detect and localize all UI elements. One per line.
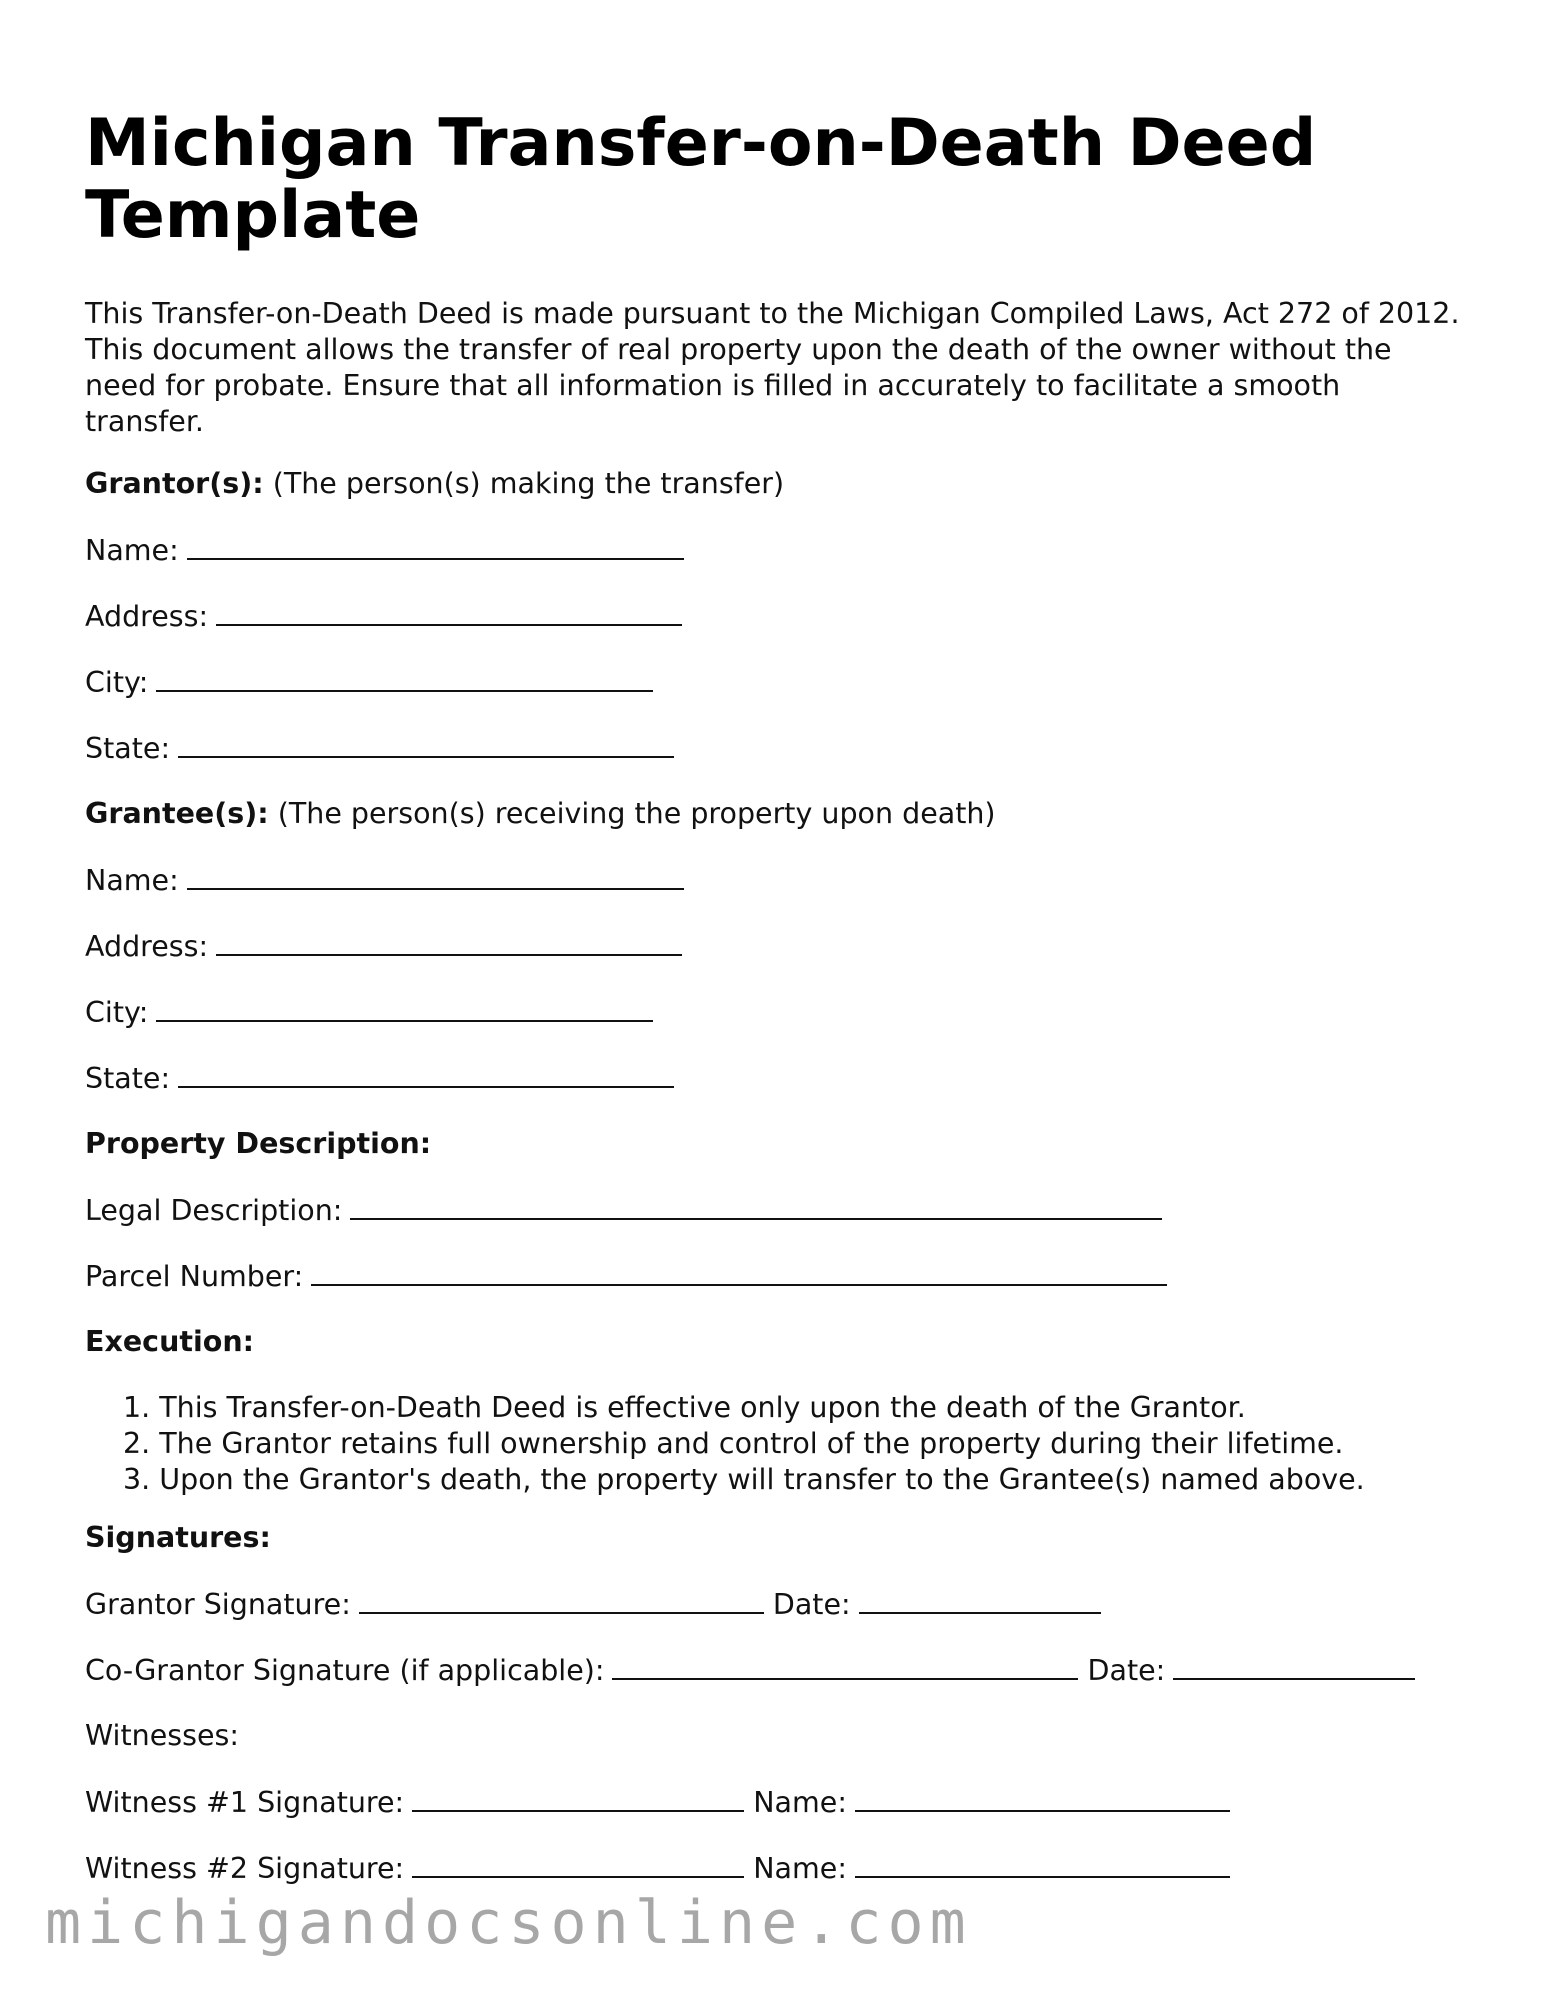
grantor-signature-row [85,1586,1101,1623]
grantor-name-label: Name: [85,534,179,567]
witness2-name-label: Name: [753,1852,847,1885]
execution-list [85,1390,1365,1498]
grantor-name-field[interactable] [85,532,684,569]
grantee-state-label: State: [85,1062,171,1095]
execution-heading-line [85,1324,254,1360]
watermark-text: michigandocsonline.com [45,1888,972,1958]
grantor-name-blank[interactable] [187,532,684,560]
grantee-heading: Grantee(s): [85,797,269,830]
execution-item: 1. This Transfer-on-Death Deed is effective only upon the death of the Grantor. [123,1391,1246,1424]
legal-description-blank[interactable] [350,1192,1162,1220]
witness1-signature-blank[interactable] [412,1784,744,1812]
cograntor-date-blank[interactable] [1173,1652,1415,1680]
legal-description-label: Legal Description: [85,1194,343,1227]
grantor-date-blank[interactable] [859,1586,1101,1614]
grantor-note: (The person(s) making the transfer) [272,467,785,500]
grantee-name-label: Name: [85,864,179,897]
witness1-name-label: Name: [753,1786,847,1819]
intro-paragraph: This Transfer-on-Death Deed is made pursuant to the Michigan Compiled Laws, Act 272 of 2012. This document allows the transfer of real property upon the death of the owner without the need for probate. Ensure that all information is filled in accurately to facilitate a smooth transfer. [85,297,1460,438]
grantor-state-label: State: [85,732,171,765]
grantee-address-field[interactable] [85,928,682,965]
witnesses-label-line [85,1718,239,1754]
witness1-signature-label: Witness #1 Signature: [85,1786,405,1819]
grantor-signature-label: Grantor Signature: [85,1588,351,1621]
grantor-state-blank[interactable] [178,730,674,758]
cograntor-date-label: Date: [1087,1654,1166,1687]
grantor-city-label: City: [85,666,149,699]
witness1-name-blank[interactable] [855,1784,1230,1812]
parcel-number-label: Parcel Number: [85,1260,304,1293]
grantee-city-blank[interactable] [156,994,653,1022]
grantor-heading-line [85,466,784,502]
page-title: Michigan Transfer-on-Death Deed Template [85,106,1317,253]
witness2-signature-label: Witness #2 Signature: [85,1852,405,1885]
grantor-heading: Grantor(s): [85,467,264,500]
grantee-note: (The person(s) receiving the property upon death) [277,797,996,830]
grantee-city-label: City: [85,996,149,1029]
property-heading: Property Description: [85,1127,432,1160]
grantor-city-blank[interactable] [156,664,653,692]
grantor-address-label: Address: [85,600,209,633]
signatures-heading-line [85,1520,271,1556]
cograntor-signature-row [85,1652,1415,1689]
grantee-address-label: Address: [85,930,209,963]
grantor-address-blank[interactable] [216,598,682,626]
execution-item: 2. The Grantor retains full ownership and control of the property during their lifetime. [123,1427,1344,1460]
cograntor-signature-label: Co-Grantor Signature (if applicable): [85,1654,605,1687]
grantee-state-blank[interactable] [178,1060,674,1088]
cograntor-signature-blank[interactable] [612,1652,1078,1680]
grantee-heading-line [85,796,996,832]
grantor-signature-blank[interactable] [359,1586,764,1614]
grantor-date-label: Date: [772,1588,851,1621]
signatures-heading: Signatures: [85,1521,271,1554]
witness2-name-blank[interactable] [855,1850,1230,1878]
property-heading-line [85,1126,431,1162]
parcel-number-blank[interactable] [311,1258,1167,1286]
grantee-name-field[interactable] [85,862,684,899]
document-content [85,106,1485,1885]
legal-description-field[interactable] [85,1192,1162,1229]
grantor-state-field[interactable] [85,730,674,767]
grantor-city-field[interactable] [85,664,653,701]
witnesses-label: Witnesses: [85,1719,239,1752]
grantee-city-field[interactable] [85,994,653,1031]
grantee-name-blank[interactable] [187,862,684,890]
grantee-state-field[interactable] [85,1060,674,1097]
witness2-signature-blank[interactable] [412,1850,744,1878]
execution-item: 3. Upon the Grantor's death, the property will transfer to the Grantee(s) named above. [123,1463,1365,1496]
witness1-row [85,1784,1230,1821]
grantee-address-blank[interactable] [216,928,682,956]
parcel-number-field[interactable] [85,1258,1167,1295]
grantor-address-field[interactable] [85,598,682,635]
witness2-row [85,1850,1230,1887]
execution-heading: Execution: [85,1325,255,1358]
